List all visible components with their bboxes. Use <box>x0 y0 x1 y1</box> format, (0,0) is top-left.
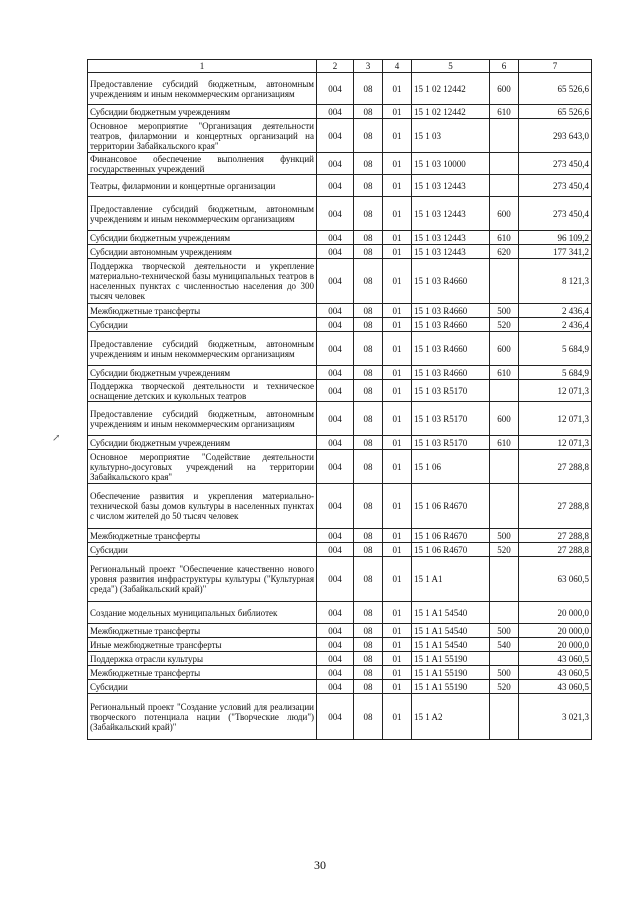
cell-c7: 8 121,3 <box>519 259 592 304</box>
cell-c7: 2 436,4 <box>519 318 592 332</box>
cell-c5: 15 1 03 R5170 <box>412 380 490 402</box>
row-name-cell: Иные межбюджетные трансферты <box>88 638 317 652</box>
cell-c4: 01 <box>383 638 412 652</box>
cell-c3: 08 <box>354 304 383 318</box>
cell-c5: 15 1 A1 <box>412 557 490 602</box>
cell-c4: 01 <box>383 652 412 666</box>
cell-c4: 01 <box>383 366 412 380</box>
cell-c4: 01 <box>383 197 412 231</box>
cell-c6 <box>490 484 519 529</box>
table-row <box>88 245 592 259</box>
cell-c2: 004 <box>317 318 354 332</box>
cell-c6: 610 <box>490 231 519 245</box>
cell-c3: 08 <box>354 638 383 652</box>
cell-c5: 15 1 03 R4660 <box>412 366 490 380</box>
cell-c2: 004 <box>317 402 354 436</box>
cell-c4: 01 <box>383 259 412 304</box>
cell-c2: 004 <box>317 638 354 652</box>
cell-c4: 01 <box>383 332 412 366</box>
table-row <box>88 484 592 529</box>
header-cell: 1 <box>88 60 317 73</box>
cell-c2: 004 <box>317 175 354 197</box>
table-row <box>88 543 592 557</box>
cell-c5: 15 1 03 12443 <box>412 245 490 259</box>
cell-c6: 500 <box>490 666 519 680</box>
header-cell: 7 <box>519 60 592 73</box>
cell-c5: 15 1 A1 54540 <box>412 638 490 652</box>
row-name-cell: Предоставление субсидий бюджетным, автономным учреждениям и иным некоммерческим организациям <box>88 332 317 366</box>
row-name-cell: Субсидии бюджетным учреждениям <box>88 366 317 380</box>
cell-c5: 15 1 A1 54540 <box>412 624 490 638</box>
cell-c6 <box>490 557 519 602</box>
cell-c7: 27 288,8 <box>519 543 592 557</box>
cell-c3: 08 <box>354 153 383 175</box>
cell-c2: 004 <box>317 73 354 105</box>
cell-c3: 08 <box>354 259 383 304</box>
cell-c5: 15 1 A1 55190 <box>412 652 490 666</box>
cell-c2: 004 <box>317 450 354 484</box>
cell-c7: 43 060,5 <box>519 666 592 680</box>
cell-c6: 500 <box>490 529 519 543</box>
cell-c7: 2 436,4 <box>519 304 592 318</box>
cell-c2: 004 <box>317 680 354 694</box>
cell-c2: 004 <box>317 694 354 740</box>
header-cell: 5 <box>412 60 490 73</box>
cell-c5: 15 1 03 R5170 <box>412 402 490 436</box>
cell-c7: 177 341,2 <box>519 245 592 259</box>
cell-c2: 004 <box>317 557 354 602</box>
cell-c4: 01 <box>383 602 412 624</box>
cell-c3: 08 <box>354 624 383 638</box>
row-name-cell: Межбюджетные трансферты <box>88 624 317 638</box>
cell-c4: 01 <box>383 231 412 245</box>
cell-c4: 01 <box>383 624 412 638</box>
cell-c4: 01 <box>383 105 412 119</box>
cell-c7: 273 450,4 <box>519 197 592 231</box>
cell-c7: 43 060,5 <box>519 680 592 694</box>
cell-c7: 65 526,6 <box>519 73 592 105</box>
cell-c6 <box>490 259 519 304</box>
table-row <box>88 652 592 666</box>
row-name-cell: Предоставление субсидий бюджетным, автономным учреждениям и иным некоммерческим организациям <box>88 73 317 105</box>
row-name-cell: Театры, филармонии и концертные организации <box>88 175 317 197</box>
cell-c5: 15 1 06 R4670 <box>412 484 490 529</box>
cell-c5: 15 1 03 R4660 <box>412 332 490 366</box>
cell-c6 <box>490 602 519 624</box>
header-cell: 6 <box>490 60 519 73</box>
cell-c3: 08 <box>354 680 383 694</box>
cell-c5: 15 1 A1 55190 <box>412 680 490 694</box>
table-row <box>88 602 592 624</box>
cell-c7: 27 288,8 <box>519 450 592 484</box>
cell-c7: 5 684,9 <box>519 332 592 366</box>
cell-c6: 500 <box>490 624 519 638</box>
cell-c6: 600 <box>490 197 519 231</box>
table-row <box>88 680 592 694</box>
table-row <box>88 197 592 231</box>
row-name-cell: Межбюджетные трансферты <box>88 304 317 318</box>
cell-c4: 01 <box>383 543 412 557</box>
cell-c4: 01 <box>383 119 412 153</box>
cell-c4: 01 <box>383 402 412 436</box>
cell-c5: 15 1 02 12442 <box>412 73 490 105</box>
table-row <box>88 694 592 740</box>
cell-c5: 15 1 03 R4660 <box>412 259 490 304</box>
table-row <box>88 624 592 638</box>
cell-c4: 01 <box>383 304 412 318</box>
cell-c2: 004 <box>317 366 354 380</box>
cell-c7: 273 450,4 <box>519 153 592 175</box>
cell-c7: 27 288,8 <box>519 529 592 543</box>
cell-c6: 600 <box>490 332 519 366</box>
table-row <box>88 304 592 318</box>
table-row <box>88 332 592 366</box>
table-row <box>88 529 592 543</box>
cell-c5: 15 1 03 R4660 <box>412 304 490 318</box>
cell-c2: 004 <box>317 666 354 680</box>
cell-c6: 520 <box>490 680 519 694</box>
cell-c5: 15 1 06 R4670 <box>412 543 490 557</box>
cell-c5: 15 1 03 R4660 <box>412 318 490 332</box>
cell-c2: 004 <box>317 245 354 259</box>
cell-c4: 01 <box>383 175 412 197</box>
table-row <box>88 380 592 402</box>
row-name-cell: Субсидии <box>88 543 317 557</box>
table-row <box>88 450 592 484</box>
margin-mark: ↗ <box>52 433 61 444</box>
cell-c5: 15 1 06 <box>412 450 490 484</box>
cell-c2: 004 <box>317 197 354 231</box>
table-row <box>88 73 592 105</box>
header-cell: 3 <box>354 60 383 73</box>
cell-c4: 01 <box>383 436 412 450</box>
cell-c6 <box>490 694 519 740</box>
cell-c5: 15 1 03 12443 <box>412 175 490 197</box>
cell-c5: 15 1 03 R5170 <box>412 436 490 450</box>
cell-c4: 01 <box>383 484 412 529</box>
table-row <box>88 666 592 680</box>
cell-c3: 08 <box>354 652 383 666</box>
table-row <box>88 638 592 652</box>
cell-c4: 01 <box>383 529 412 543</box>
cell-c7: 96 109,2 <box>519 231 592 245</box>
cell-c3: 08 <box>354 436 383 450</box>
cell-c2: 004 <box>317 436 354 450</box>
cell-c4: 01 <box>383 680 412 694</box>
cell-c7: 5 684,9 <box>519 366 592 380</box>
cell-c3: 08 <box>354 105 383 119</box>
cell-c3: 08 <box>354 557 383 602</box>
cell-c3: 08 <box>354 529 383 543</box>
cell-c5: 15 1 03 12443 <box>412 231 490 245</box>
cell-c7: 12 071,3 <box>519 436 592 450</box>
table-row <box>88 557 592 602</box>
cell-c5: 15 1 A2 <box>412 694 490 740</box>
cell-c3: 08 <box>354 484 383 529</box>
row-name-cell: Поддержка творческой деятельности и техническое оснащение детских и кукольных театров <box>88 380 317 402</box>
cell-c3: 08 <box>354 197 383 231</box>
cell-c6 <box>490 450 519 484</box>
cell-c7: 20 000,0 <box>519 602 592 624</box>
cell-c2: 004 <box>317 529 354 543</box>
cell-c7: 20 000,0 <box>519 638 592 652</box>
cell-c5: 15 1 03 10000 <box>412 153 490 175</box>
cell-c7: 293 643,0 <box>519 119 592 153</box>
cell-c6: 520 <box>490 318 519 332</box>
table-row <box>88 402 592 436</box>
cell-c5: 15 1 A1 54540 <box>412 602 490 624</box>
cell-c5: 15 1 03 12443 <box>412 197 490 231</box>
row-name-cell: Межбюджетные трансферты <box>88 666 317 680</box>
row-name-cell: Основное мероприятие "Организация деятельности театров, филармонии и концертных организаций на территории Забайкальского края" <box>88 119 317 153</box>
table-row <box>88 436 592 450</box>
row-name-cell: Субсидии бюджетным учреждениям <box>88 105 317 119</box>
cell-c7: 27 288,8 <box>519 484 592 529</box>
cell-c4: 01 <box>383 450 412 484</box>
cell-c4: 01 <box>383 153 412 175</box>
cell-c4: 01 <box>383 245 412 259</box>
table-row <box>88 119 592 153</box>
row-name-cell: Поддержка отрасли культуры <box>88 652 317 666</box>
cell-c2: 004 <box>317 484 354 529</box>
row-name-cell: Субсидии бюджетным учреждениям <box>88 436 317 450</box>
row-name-cell: Субсидии бюджетным учреждениям <box>88 231 317 245</box>
cell-c2: 004 <box>317 231 354 245</box>
cell-c3: 08 <box>354 543 383 557</box>
cell-c2: 004 <box>317 543 354 557</box>
cell-c5: 15 1 06 R4670 <box>412 529 490 543</box>
row-name-cell: Межбюджетные трансферты <box>88 529 317 543</box>
cell-c3: 08 <box>354 231 383 245</box>
cell-c4: 01 <box>383 666 412 680</box>
row-name-cell: Региональный проект "Создание условий для реализации творческого потенциала нации ("Творческие люди") (Забайкальский край)" <box>88 694 317 740</box>
cell-c2: 004 <box>317 259 354 304</box>
page-number: 30 <box>314 858 326 872</box>
cell-c4: 01 <box>383 557 412 602</box>
cell-c5: 15 1 A1 55190 <box>412 666 490 680</box>
cell-c5: 15 1 03 <box>412 119 490 153</box>
row-name-cell: Субсидии автономным учреждениям <box>88 245 317 259</box>
cell-c2: 004 <box>317 380 354 402</box>
cell-c2: 004 <box>317 624 354 638</box>
cell-c7: 63 060,5 <box>519 557 592 602</box>
row-name-cell: Субсидии <box>88 680 317 694</box>
cell-c4: 01 <box>383 318 412 332</box>
cell-c4: 01 <box>383 694 412 740</box>
table-body <box>88 60 592 740</box>
cell-c5: 15 1 02 12442 <box>412 105 490 119</box>
cell-c6: 600 <box>490 73 519 105</box>
cell-c6 <box>490 153 519 175</box>
cell-c6: 520 <box>490 543 519 557</box>
cell-c3: 08 <box>354 694 383 740</box>
table-row <box>88 153 592 175</box>
cell-c3: 08 <box>354 450 383 484</box>
cell-c6: 600 <box>490 402 519 436</box>
table-row <box>88 318 592 332</box>
table-row <box>88 259 592 304</box>
cell-c2: 004 <box>317 332 354 366</box>
cell-c7: 12 071,3 <box>519 380 592 402</box>
cell-c6: 610 <box>490 436 519 450</box>
cell-c6 <box>490 380 519 402</box>
cell-c6: 620 <box>490 245 519 259</box>
cell-c6 <box>490 175 519 197</box>
cell-c2: 004 <box>317 105 354 119</box>
cell-c2: 004 <box>317 652 354 666</box>
cell-c3: 08 <box>354 666 383 680</box>
cell-c3: 08 <box>354 73 383 105</box>
cell-c7: 12 071,3 <box>519 402 592 436</box>
row-name-cell: Поддержка творческой деятельности и укрепление материально-технической базы муниципальных театров в населенных пунктах с численностью населения до 300 тысяч человек <box>88 259 317 304</box>
cell-c2: 004 <box>317 119 354 153</box>
cell-c7: 43 060,5 <box>519 652 592 666</box>
cell-c7: 3 021,3 <box>519 694 592 740</box>
cell-c6: 610 <box>490 105 519 119</box>
header-cell: 4 <box>383 60 412 73</box>
row-name-cell: Предоставление субсидий бюджетным, автономным учреждениям и иным некоммерческим организациям <box>88 197 317 231</box>
header-row <box>88 60 592 73</box>
cell-c6: 540 <box>490 638 519 652</box>
cell-c7: 20 000,0 <box>519 624 592 638</box>
cell-c7: 273 450,4 <box>519 175 592 197</box>
cell-c3: 08 <box>354 332 383 366</box>
cell-c2: 004 <box>317 304 354 318</box>
row-name-cell: Обеспечение развития и укрепления материально-технической базы домов культуры в населенных пунктах с числом жителей до 50 тысяч человек <box>88 484 317 529</box>
cell-c6: 500 <box>490 304 519 318</box>
row-name-cell: Финансовое обеспечение выполнения функций государственных учреждений <box>88 153 317 175</box>
cell-c3: 08 <box>354 318 383 332</box>
cell-c3: 08 <box>354 380 383 402</box>
budget-table <box>87 59 592 740</box>
cell-c6 <box>490 652 519 666</box>
cell-c3: 08 <box>354 245 383 259</box>
cell-c2: 004 <box>317 153 354 175</box>
cell-c2: 004 <box>317 602 354 624</box>
cell-c6 <box>490 119 519 153</box>
cell-c4: 01 <box>383 73 412 105</box>
cell-c3: 08 <box>354 602 383 624</box>
row-name-cell: Предоставление субсидий бюджетным, автономным учреждениям и иным некоммерческим организациям <box>88 402 317 436</box>
cell-c3: 08 <box>354 366 383 380</box>
table-row <box>88 231 592 245</box>
cell-c3: 08 <box>354 119 383 153</box>
cell-c3: 08 <box>354 175 383 197</box>
row-name-cell: Субсидии <box>88 318 317 332</box>
cell-c7: 65 526,6 <box>519 105 592 119</box>
row-name-cell: Создание модельных муниципальных библиотек <box>88 602 317 624</box>
row-name-cell: Региональный проект "Обеспечение качественно нового уровня развития инфраструктуры культуры ("Культурная среда") (Забайкальский край)" <box>88 557 317 602</box>
table-row <box>88 175 592 197</box>
table-row <box>88 366 592 380</box>
cell-c6: 610 <box>490 366 519 380</box>
table-row <box>88 105 592 119</box>
cell-c3: 08 <box>354 402 383 436</box>
row-name-cell: Основное мероприятие "Содействие деятельности культурно-досуговых учреждений на территории Забайкальского края" <box>88 450 317 484</box>
header-cell: 2 <box>317 60 354 73</box>
cell-c4: 01 <box>383 380 412 402</box>
